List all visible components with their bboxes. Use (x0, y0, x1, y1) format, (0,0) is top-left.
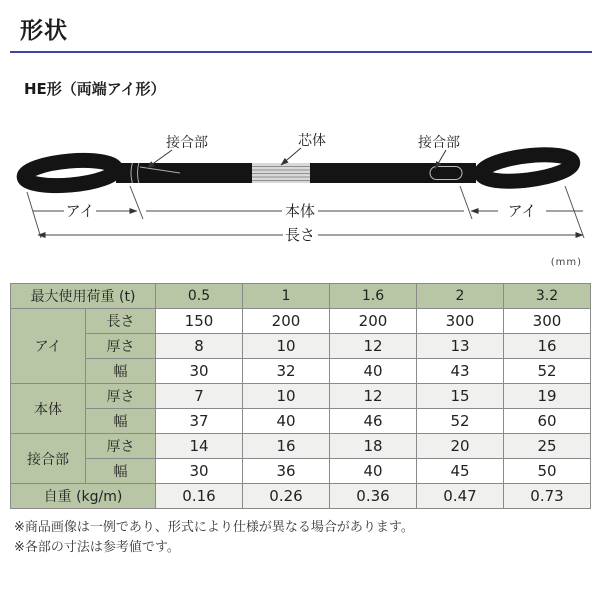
label-core: 芯体 (298, 133, 326, 149)
col-header-value: 1.6 (330, 284, 417, 309)
spec-cell: 300 (417, 309, 504, 334)
spec-cell: 30 (156, 359, 243, 384)
spec-cell: 0.26 (243, 484, 330, 509)
spec-cell: 16 (243, 434, 330, 459)
footnote-line: ※各部の寸法は参考値です。 (14, 540, 180, 556)
footnotes (14, 518, 414, 558)
spec-cell: 36 (243, 459, 330, 484)
spec-cell: 13 (417, 334, 504, 359)
footnote-line: ※商品画像は一例であり、形式により仕様が異なる場合があります。 (14, 520, 414, 535)
table-row (11, 334, 591, 359)
spec-cell: 18 (330, 434, 417, 459)
label-length: 長さ (284, 226, 316, 244)
spec-cell: 32 (243, 359, 330, 384)
label-joint-left: 接合部 (166, 135, 208, 151)
row-label: 幅 (86, 409, 156, 434)
spec-table (10, 283, 591, 509)
label-joint-right: 接合部 (418, 135, 460, 151)
row-label: 厚さ (86, 384, 156, 409)
spec-cell: 19 (504, 384, 591, 409)
spec-cell: 10 (243, 384, 330, 409)
spec-cell: 300 (504, 309, 591, 334)
col-header-value: 1 (243, 284, 330, 309)
spec-cell: 40 (330, 459, 417, 484)
table-row (11, 459, 591, 484)
spec-cell: 12 (330, 384, 417, 409)
spec-cell: 200 (243, 309, 330, 334)
spec-cell: 20 (417, 434, 504, 459)
eye-left-shape (23, 157, 117, 189)
row-label: 幅 (86, 359, 156, 384)
spec-cell: 150 (156, 309, 243, 334)
spec-cell: 25 (504, 434, 591, 459)
spec-cell: 60 (504, 409, 591, 434)
spec-cell: 8 (156, 334, 243, 359)
label-body: 本体 (284, 202, 316, 220)
label-eye-right: アイ (507, 202, 537, 220)
spec-cell: 46 (330, 409, 417, 434)
table-row (11, 309, 591, 334)
spec-cell: 10 (243, 334, 330, 359)
spec-cell: 0.16 (156, 484, 243, 509)
spec-cell: 40 (243, 409, 330, 434)
spec-cell: 52 (417, 409, 504, 434)
spec-cell: 37 (156, 409, 243, 434)
core-section (252, 163, 310, 183)
group-label: 本体 (11, 384, 86, 434)
spec-cell: 40 (330, 359, 417, 384)
spec-cell: 0.47 (417, 484, 504, 509)
row-label: 長さ (86, 309, 156, 334)
sling-diagram (0, 116, 600, 268)
spec-cell: 30 (156, 459, 243, 484)
row-label: 厚さ (86, 334, 156, 359)
row-label-weight: 自重 (kg/m) (11, 484, 156, 509)
spec-cell: 15 (417, 384, 504, 409)
spec-cell: 14 (156, 434, 243, 459)
spec-cell: 0.73 (504, 484, 591, 509)
table-row (11, 434, 591, 459)
spec-cell: 45 (417, 459, 504, 484)
spec-cell: 50 (504, 459, 591, 484)
title-underline (10, 51, 592, 53)
table-row (11, 359, 591, 384)
spec-cell: 43 (417, 359, 504, 384)
spec-cell: 16 (504, 334, 591, 359)
spec-cell: 0.36 (330, 484, 417, 509)
spec-cell: 7 (156, 384, 243, 409)
col-header-value: 0.5 (156, 284, 243, 309)
table-row (11, 409, 591, 434)
table-row (11, 384, 591, 409)
page-title: 形状 (20, 18, 68, 44)
row-label: 厚さ (86, 434, 156, 459)
col-header-value: 2 (417, 284, 504, 309)
row-label: 幅 (86, 459, 156, 484)
spec-cell: 52 (504, 359, 591, 384)
unit-note: (mm) (550, 257, 582, 268)
table-header-row (11, 284, 591, 309)
group-label: アイ (11, 309, 86, 384)
table-footer-row (11, 484, 591, 509)
group-label: 接合部 (11, 434, 86, 484)
col-header-value: 3.2 (504, 284, 591, 309)
eye-right-shape (480, 150, 574, 185)
spec-cell: 12 (330, 334, 417, 359)
label-eye-left: アイ (65, 202, 95, 220)
col-header-load: 最大使用荷重 (t) (11, 284, 156, 309)
section-subtitle: HE形（両端アイ形） (24, 80, 166, 98)
spec-cell: 200 (330, 309, 417, 334)
